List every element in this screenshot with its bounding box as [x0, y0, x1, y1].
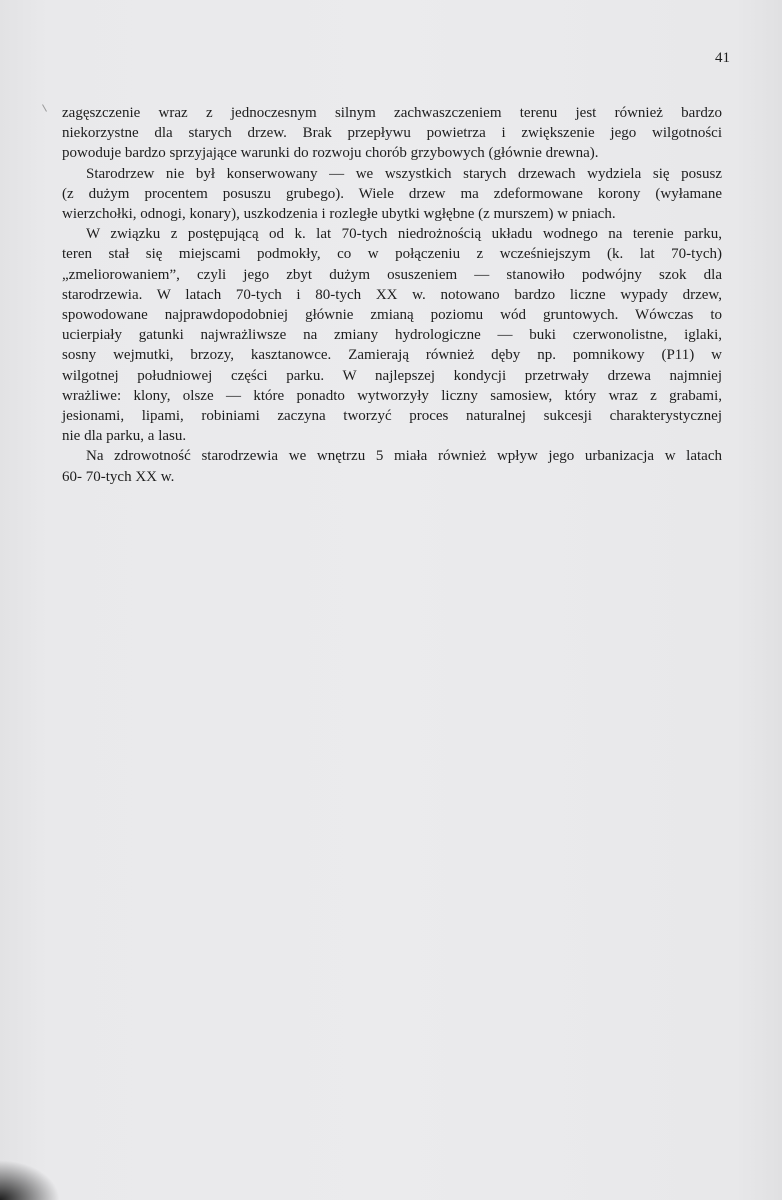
body-text: [62, 103, 722, 487]
text-line: wilgotnej południowej części parku. W najlepszej kondycji przetrwały drzewa najmniej: [62, 367, 722, 384]
text-line: nie dla parku, a lasu.: [62, 428, 187, 445]
text-line: Starodrzew nie był konserwowany — we wszystkich starych drzewach wydziela się posusz: [86, 165, 722, 182]
scan-corner-shadow: [0, 1160, 60, 1200]
text-line: sosny wejmutki, brzozy, kasztanowce. Zamierają również dęby np. pomnikowy (P11) w: [62, 347, 722, 364]
text-line: jesionami, lipami, robiniami zaczyna tworzyć proces naturalnej sukcesji charakterystycznej: [62, 408, 722, 425]
text-line: 60- 70-tych XX w.: [62, 468, 175, 485]
text-line: teren stał się miejscami podmokły, co w połączeniu z wcześniejszym (k. lat 70-tych): [62, 246, 722, 263]
paragraph: [62, 446, 722, 486]
text-line: zagęszczenie wraz z jednoczesnym silnym zachwaszczeniem terenu jest również bardzo: [62, 105, 722, 121]
paragraph: [62, 224, 722, 446]
text-line: niekorzystne dla starych drzew. Brak przepływu powietrza i zwiększenie jego wilgotności: [62, 125, 722, 142]
text-line: ucierpiały gatunki najwrażliwsze na zmiany hydrologiczne — buki czerwonolistne, iglaki,: [62, 327, 722, 344]
paragraph: [62, 164, 722, 225]
text-line: spowodowane najprawdopodobniej głównie zmianą poziomu wód gruntowych. Wówczas to: [62, 307, 722, 324]
text-line: wierzchołki, odnogi, konary), uszkodzenia i rozległe ubytki wgłębne (z murszem) w pniach.: [62, 206, 616, 223]
text-line: Na zdrowotność starodrzewia we wnętrzu 5 miała również wpływ jego urbanizacja w latach: [86, 448, 722, 465]
scan-speck: [42, 104, 47, 111]
text-line: starodrzewia. W latach 70-tych i 80-tych XX w. notowano bardzo liczne wypady drzew,: [62, 286, 722, 303]
text-line: „zmeliorowaniem”, czyli jego zbyt dużym osuszeniem — stanowiło podwójny szok dla: [62, 266, 722, 283]
text-line: (z dużym procentem posuszu grubego). Wiele drzew ma zdeformowane korony (wyłamane: [62, 185, 722, 202]
page-number: 41: [715, 50, 730, 66]
text-line: W związku z postępującą od k. lat 70-tych niedrożnością układu wodnego na terenie parku,: [86, 226, 722, 243]
text-line: wrażliwe: klony, olsze — które ponadto wytworzyły liczny samosiew, który wraz z grabami,: [62, 387, 722, 404]
paragraph: [62, 103, 722, 164]
text-line: powoduje bardzo sprzyjające warunki do rozwoju chorób grzybowych (głównie drewna).: [62, 145, 599, 162]
